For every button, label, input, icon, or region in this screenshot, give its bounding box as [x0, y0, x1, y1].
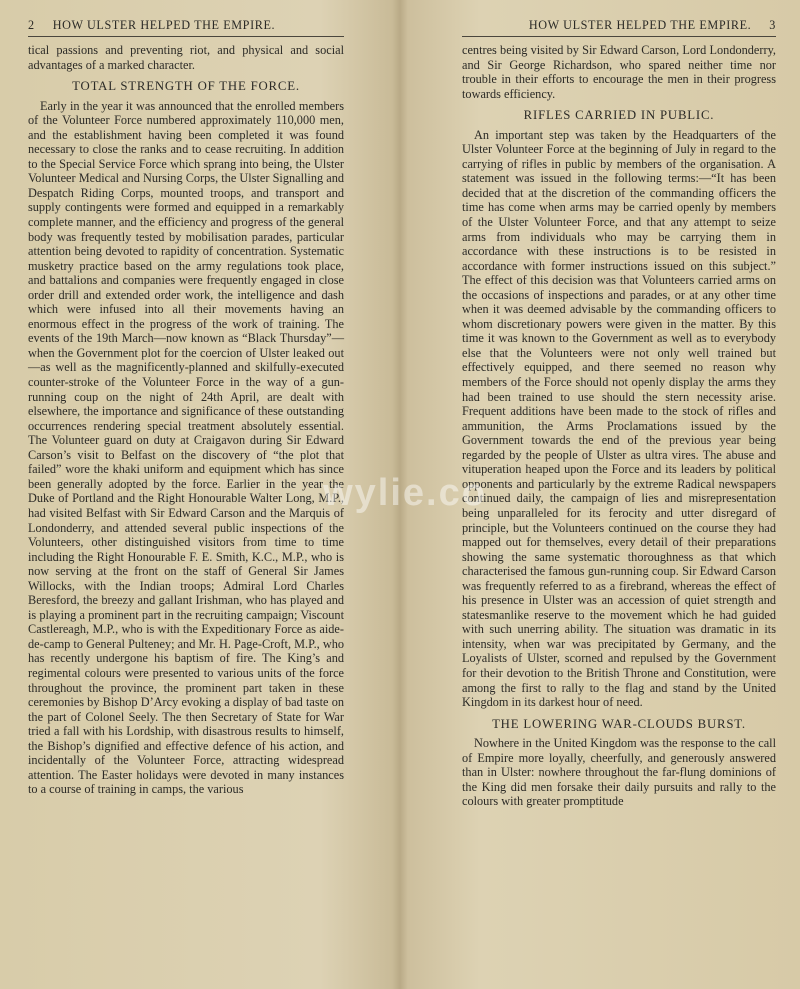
right-page: [400, 0, 800, 989]
right-page-body: [462, 43, 776, 809]
page-number: 2: [28, 18, 35, 32]
body-paragraph: Early in the year it was announced that the enrolled members of the Volunteer Force numbered approximately 110,000 men, and the establishment having been completed it was found necessary to close the ranks and to cease recruiting. In addition to the Special Service Force which sprang into being, the Ulster Volunteer Medical and Nursing Corps, the Ulster Signalling and Despatch Riding Corps, mounted troops, and transport and supply contingents were formed and equipped in a remarkably complete manner, and the efficiency and progress of the general body was frequently tested by mobilisation parades, particular attention being devoted to rapidity of concentration. Systematic musketry practice based on the army regulations took place, and battalions and companies were frequently engaged in close order drill and extended order work, the intelligence and dash which were infused into all their movements having an enormous effect in the progress of the work of training. The events of the 19th March—now known as “Black Thursday”—when the Government plot for the coercion of Ulster leaked out—as well as the magnificently-planned and skilfully-executed counter-stroke of the Volunteer Force in the way of a gun-running coup on the night of 24th April, are dealt with elsewhere, the importance and significance of these outstanding occurrences rendering special treatment absolutely essential. The Volunteer guard on duty at Craigavon during Sir Edward Carson’s visit to Belfast on the discovery of “the plot that failed” wore the khaki uniform and equipment which has since been generally adopted by the force. Earlier in the year the Duke of Portland and the Right Honourable Walter Long, M.P., had visited Belfast with Sir Edward Carson and the Marquis of Londonderry, and attended several public inspections of the Volunteers, other distinguished visitors from time to time including the Right Honourable F. E. Smith, K.C., M.P., who is now serving at the front on the staff of General Sir James Willocks, with the Indian troops; Admiral Lord Charles Beresford, the breezy and gallant Irishman, who has played and is playing a prominent part in the recruiting campaign; Viscount Castlereagh, M.P., who is with the Expeditionary Force as aide-de-camp to General Pulteney; and Mr. H. Page-Croft, M.P., who has recently undergone his baptism of fire. The King’s and regimental colours were presented to various units of the force throughout the province, the prominent part taken in these ceremonies by Bishop D’Arcy evoking a display of bad taste on the part of Colonel Seely. The then Secretary of State for War tried a fall with his Lordship, with disastrous results to himself, the Bishop’s dignified and effective defence of his action, and incidentally of the Volunteer Force, attracting widespread attention. The Easter holidays were devoted in many instances to a course of training in camps, the various: [28, 98, 344, 797]
section-heading-war-clouds: THE LOWERING WAR-CLOUDS BURST.: [492, 716, 746, 731]
opening-fragment: tical passions and preventing riot, and physical and social advantages of a marked character.: [28, 43, 344, 72]
page-number: 3: [769, 18, 776, 32]
section-heading-rifles: RIFLES CARRIED IN PUBLIC.: [523, 108, 715, 123]
watermark: wylie.co: [323, 472, 487, 514]
running-title: HOW ULSTER HELPED THE EMPIRE.: [52, 18, 276, 32]
left-page-body: [28, 43, 344, 797]
body-paragraph: Nowhere in the United Kingdom was the response to the call of Empire more loyally, cheerfully, and generously answered than in Ulster: nowhere throughout the far-flung dominions of the King did men forsake their daily pursuits and rally to the colours with greater promptitude: [462, 736, 776, 809]
body-paragraph: An important step was taken by the Headquarters of the Ulster Volunteer Force at the beginning of July in regard to the carrying of rifles in public by members of the organisation. A statement was issued in the following terms:—“It has been decided that at the discretion of the commanding officers the time has come when arms may be carried openly by members of the Ulster Volunteer Force, and that any attempt to seize arms from individuals who may be carrying them in accordance with these instructions is to be resisted in accordance with former instructions issued on this subject.” The effect of this decision was that Volunteers carried arms on the occasions of inspections and parades, or at any other time when it was deemed advisable by the commanding officers to whom discretionary powers were given in the matter. By this time it was known to the Government as well as to everybody else that the Volunteers were not only well trained but effectively equipped, and there seemed no reason why members of the Force should not openly display the arms they had been trained to use should the stern necessity arise. Frequent additions have been made to the stock of rifles and ammunition, the Arms Proclamations issued by the Government towards the end of the previous year being regarded by the people of Ulster as ultra vires. The abuse and vituperation heaped upon the Force and its leaders by political opponents and particularly by the extreme Radical newspapers continued daily, the campaign of lies and misrepresentation being unparalleled for its ferocity and utter disregard of principle, but the Volunteers continued on the course they had mapped out for themselves, every detail of their preparations showing the same systematic thoroughness as that which characterised the famous gun-running coup. Sir Edward Carson was frequently referred to as a firebrand, whereas the effect of his presence in Ulster was an accession of quiet strength and statesmanlike reserve to the movement which he had guided with such unerring ability. The situation was dramatic in its intensity, when war was precipitated by Germany, and the Loyalists of Ulster, scorned and repulsed by the Government for their devotion to the British Throne and Constitution, were among the first to rally to the flag and stand by the United Kingdom in its darkest hour of need.: [462, 127, 776, 710]
opening-fragment: centres being visited by Sir Edward Carson, Lord Londonderry, and Sir George Richardson, who spared neither time nor trouble in their efforts to encourage the men in their progress towards efficiency.: [462, 43, 776, 101]
running-head-right: [462, 18, 776, 37]
section-heading-total-strength: TOTAL STRENGTH OF THE FORCE.: [72, 79, 300, 94]
running-title: HOW ULSTER HELPED THE EMPIRE.: [528, 18, 752, 32]
running-head-left: [28, 18, 344, 37]
